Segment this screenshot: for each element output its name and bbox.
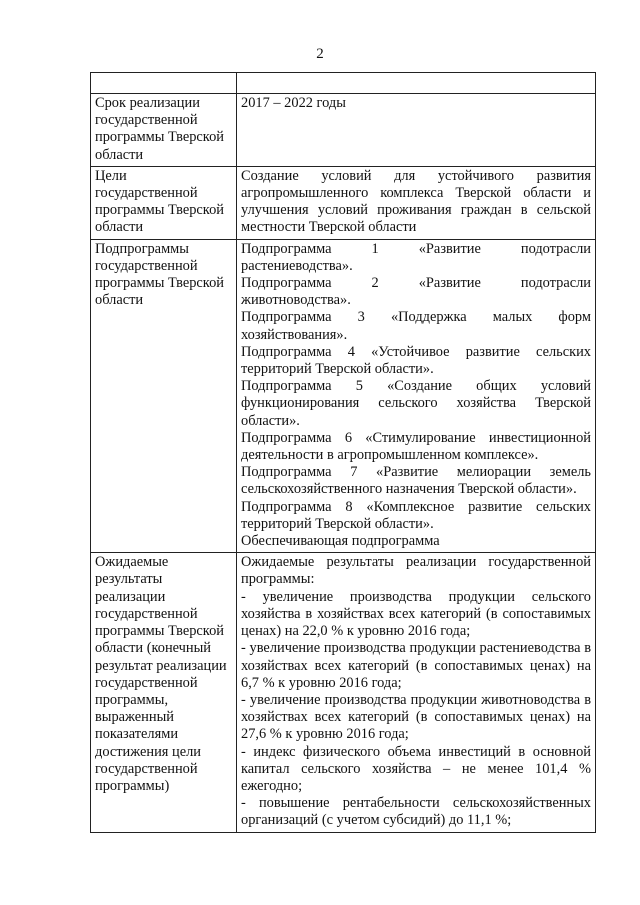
row-content <box>237 553 596 832</box>
row-label: Ожидаемые результаты реализации государственной программы Тверской области (конечный результат реализации государственной программы, выраженный показателями достижения цели государственной программы) <box>91 553 237 832</box>
passport-table <box>90 72 596 833</box>
subprogram-item: Подпрограмма 1 «Развитие подотрасли растениеводства». <box>241 240 591 274</box>
table-header-row <box>91 73 596 94</box>
row-content <box>237 166 596 239</box>
subprogram-item: Подпрограмма 7 «Развитие мелиорации земель сельскохозяйственного назначения Тверской области». <box>241 464 591 498</box>
result-item: - увеличение производства продукции животноводства в хозяйствах всех категорий (в сопоставимых ценах) на 27,6 % к уровню 2016 года; <box>241 691 591 743</box>
subprogram-item: Подпрограмма 3 «Поддержка малых форм хозяйствования». <box>241 309 591 343</box>
table-row <box>91 94 596 167</box>
table-cell-empty <box>237 73 596 94</box>
row-content <box>237 94 596 167</box>
subprogram-item: Подпрограмма 8 «Комплексное развитие сельских территорий Тверской области». <box>241 498 591 532</box>
page-number: 2 <box>316 46 324 62</box>
result-item: - увеличение производства продукции сельского хозяйства в хозяйствах всех категорий (в сопоставимых ценах) на 22,0 % к уровню 2016 года; <box>241 588 591 640</box>
result-item: - индекс физического объема инвестиций в основной капитал сельского хозяйства – не менее 101,4 % ежегодно; <box>241 743 591 794</box>
result-item: Ожидаемые результаты реализации государственной программы: <box>241 554 591 588</box>
row-label: Срок реализации государственной программы Тверской области <box>91 94 237 167</box>
table-row <box>91 553 596 832</box>
paragraph: 2017 – 2022 годы <box>241 95 346 111</box>
subprogram-item: Подпрограмма 6 «Стимулирование инвестиционной деятельности в агропромышленном комплексе». <box>241 429 591 464</box>
paragraph: Создание условий для устойчивого развития агропромышленного комплекса Тверской области и улучшения условий проживания граждан в сельской местности Тверской области <box>241 167 591 236</box>
subprogram-item: Обеспечивающая подпрограмма <box>241 533 440 550</box>
subprogram-item: Подпрограмма 5 «Создание общих условий функционирования сельского хозяйства Тверской области». <box>241 378 591 429</box>
row-content <box>237 239 596 553</box>
table-row <box>91 239 596 553</box>
row-label: Подпрограммы государственной программы Тверской области <box>91 239 237 553</box>
table-row <box>91 166 596 239</box>
row-label: Цели государственной программы Тверской области <box>91 166 237 239</box>
subprogram-item: Подпрограмма 4 «Устойчивое развитие сельских территорий Тверской области». <box>241 343 591 378</box>
result-item: - увеличение производства продукции растениеводства в хозяйствах всех категорий (в сопоставимых ценах) на 6,7 % к уровню 2016 года; <box>241 640 591 691</box>
result-item: - повышение рентабельности сельскохозяйственных организаций (с учетом субсидий) до 11,1 %; <box>241 795 591 829</box>
subprogram-item: Подпрограмма 2 «Развитие подотрасли животноводства». <box>241 275 591 309</box>
table-cell-empty <box>91 73 237 94</box>
